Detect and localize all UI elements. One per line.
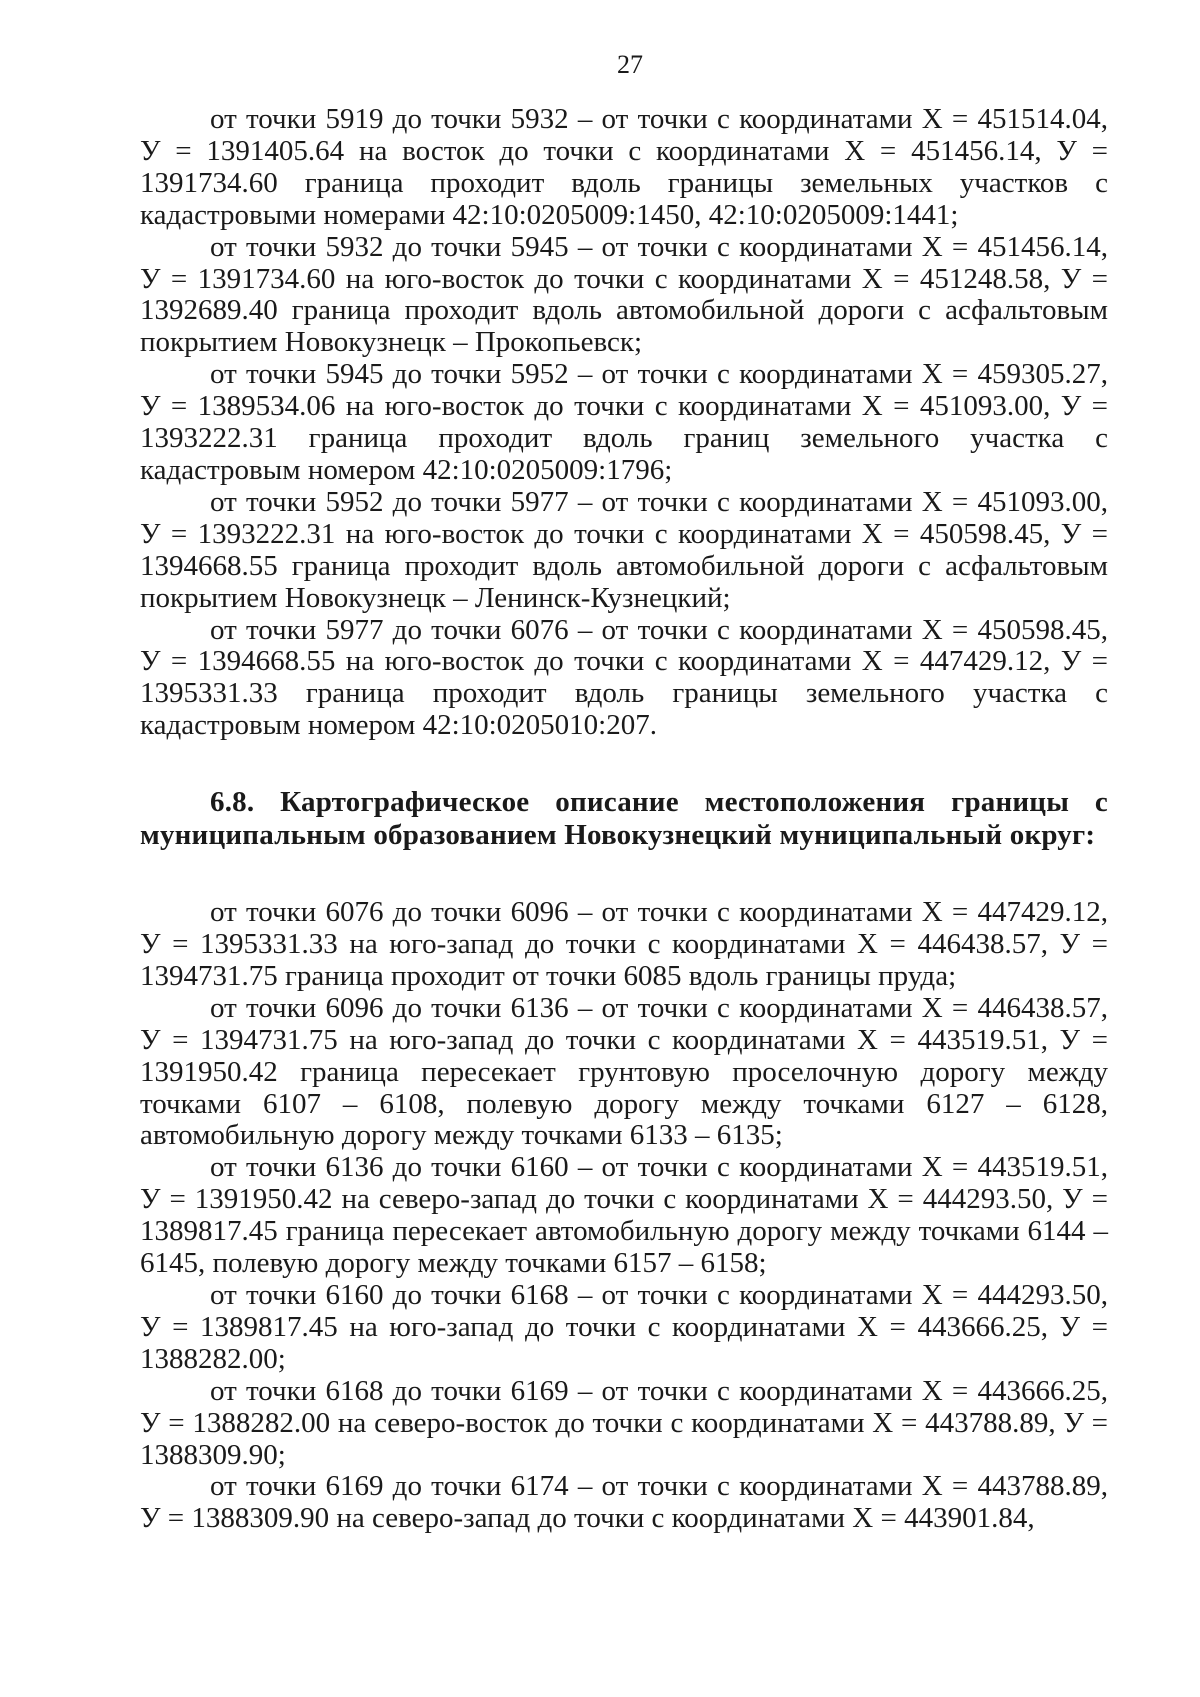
boundary-section-novokuznetsk (140, 897, 1108, 1535)
boundary-paragraph: от точки 6096 до точки 6136 – от точки с координатами Х = 446438.57, У = 1394731.75 на юго-запад до точки с координатами Х = 443519.51, У = 1391950.42 граница пересекает грунтовую проселочную дорогу между точками 6107 – 6108, полевую дорогу между точками 6127 – 6128, автомобильную дорогу между точками 6133 – 6135; (140, 991, 1108, 1152)
boundary-paragraph: от точки 5919 до точки 5932 – от точки с координатами Х = 451514.04, У = 1391405.64 на восток до точки с координатами Х = 451456.14, У = 1391734.60 граница проходит вдоль границы земельных участков с кадастровыми номерами 42:10:0205009:1450, 42:10:0205009:1441; (140, 103, 1108, 231)
section-heading: 6.8. Картографическое описание местоположения границы с муниципальным образованием Новокузнецкий муниципальный округ: (140, 786, 1108, 852)
boundary-paragraph: от точки 6076 до точки 6096 – от точки с координатами Х = 447429.12, У = 1395331.33 на юго-запад до точки с координатами Х = 446438.57, У = 1394731.75 граница проходит от точки 6085 вдоль границы пруда; (140, 896, 1108, 992)
boundary-paragraph: от точки 5945 до точки 5952 – от точки с координатами Х = 459305.27, У = 1389534.06 на юго-восток до точки с координатами Х = 451093.00, У = 1393222.31 граница проходит вдоль границ земельного участка с кадастровым номером 42:10:0205009:1796; (140, 358, 1108, 486)
boundary-paragraph: от точки 5952 до точки 5977 – от точки с координатами Х = 451093.00, У = 1393222.31 на юго-восток до точки с координатами Х = 450598.45, У = 1394668.55 граница проходит вдоль автомобильной дороги с асфальтовым покрытием Новокузнецк – Ленинск-Кузнецкий; (140, 485, 1108, 614)
boundary-paragraph: от точки 5977 до точки 6076 – от точки с координатами Х = 450598.45, У = 1394668.55 на юго-восток до точки с координатами Х = 447429.12, У = 1395331.33 граница проходит вдоль границы земельного участка с кадастровым номером 42:10:0205010:207. (140, 613, 1108, 742)
document-body (140, 104, 1108, 1535)
boundary-paragraph: от точки 6169 до точки 6174 – от точки с координатами Х = 443788.89, У = 1388309.90 на северо-запад до точки с координатами Х = 443901.84, (140, 1470, 1108, 1535)
boundary-paragraph: от точки 6136 до точки 6160 – от точки с координатами Х = 443519.51, У = 1391950.42 на северо-запад до точки с координатами Х = 444293.50, У = 1389817.45 граница пересекает автомобильную дорогу между точками 6144 – 6145, полевую дорогу между точками 6157 – 6158; (140, 1151, 1108, 1280)
boundary-paragraph: от точки 6160 до точки 6168 – от точки с координатами Х = 444293.50, У = 1389817.45 на юго-запад до точки с координатами Х = 443666.25, У = 1388282.00; (140, 1279, 1108, 1375)
page-number: 27 (617, 50, 643, 79)
boundary-paragraph: от точки 5932 до точки 5945 – от точки с координатами Х = 451456.14, У = 1391734.60 на юго-восток до точки с координатами Х = 451248.58, У = 1392689.40 граница проходит вдоль автомобильной дороги с асфальтовым покрытием Новокузнецк – Прокопьевск; (140, 230, 1108, 359)
boundary-paragraph: от точки 6168 до точки 6169 – от точки с координатами Х = 443666.25, У = 1388282.00 на северо-восток до точки с координатами Х = 443788.89, У = 1388309.90; (140, 1374, 1108, 1471)
boundary-section-previous (140, 104, 1108, 742)
